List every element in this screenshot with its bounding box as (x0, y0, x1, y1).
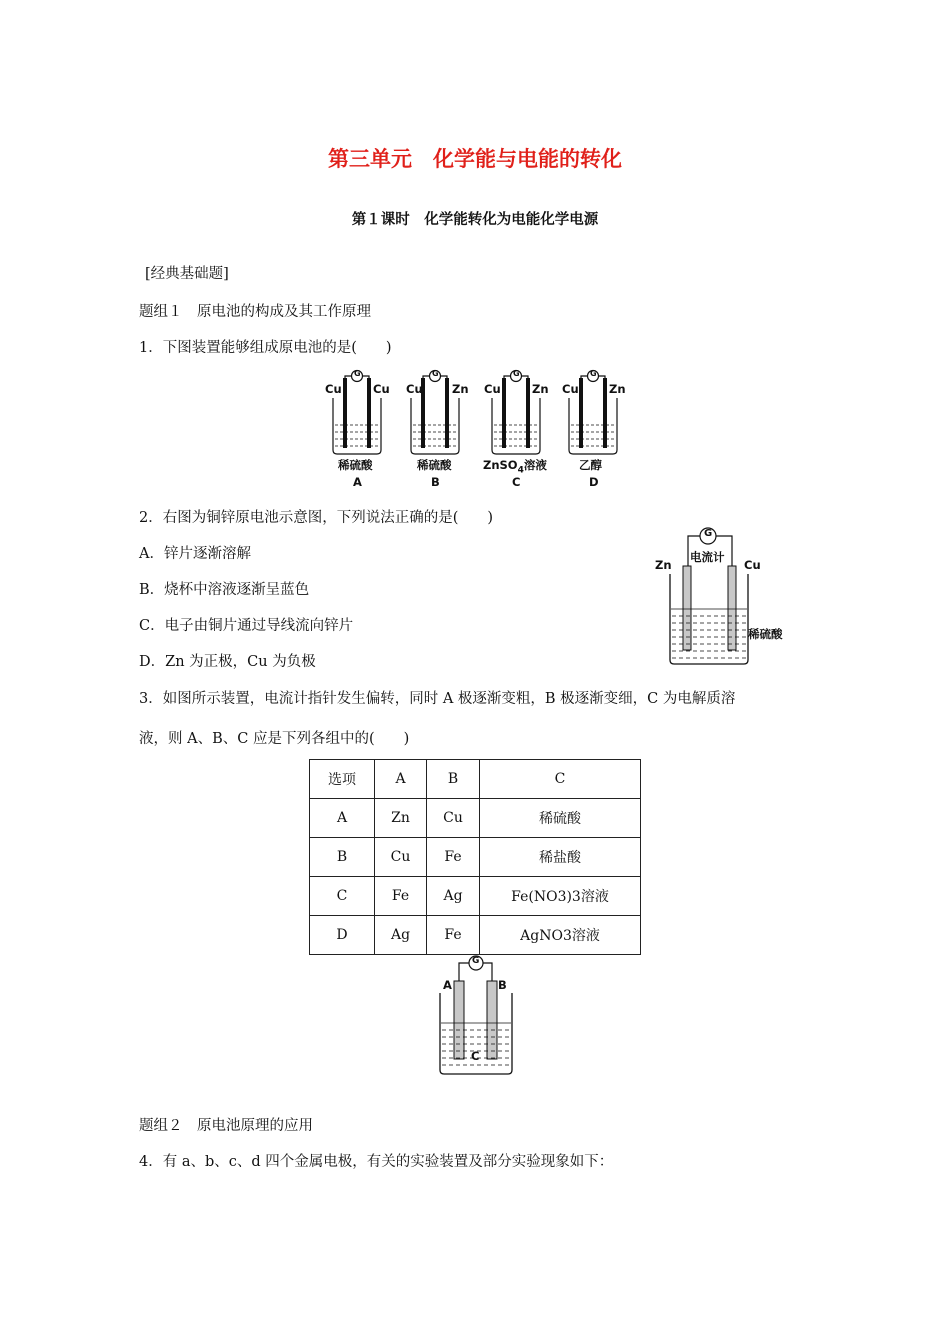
q2-figure (652, 524, 792, 669)
meter-label: G (590, 369, 597, 378)
table-cell: Fe (375, 877, 427, 916)
figure-letter: C (512, 475, 521, 489)
table-row (310, 838, 641, 877)
figure-letter: B (431, 475, 440, 489)
solution-label: 乙醇 (579, 458, 602, 472)
right-electrode-label: B (498, 978, 507, 992)
figure-letter: A (353, 475, 362, 489)
table-cell: Zn (375, 799, 427, 838)
left-electrode-label: Cu (406, 382, 423, 396)
left-electrode-label: Cu (562, 382, 579, 396)
section-label: [经典基础题] (145, 266, 229, 282)
q2-option-a: A．锌片逐渐溶解 (139, 546, 251, 562)
left-electrode-label: A (443, 978, 452, 992)
page-title: 第三单元 化学能与电能的转化 (328, 147, 622, 171)
table-cell: Cu (375, 838, 427, 877)
table-cell: Fe (427, 838, 480, 877)
question-3-line-1: 3．如图所示装置，电流计指针发生偏转，同时 A 极逐渐变粗，B 极逐渐变细，C 为电解质溶 (139, 691, 736, 707)
solution-label: 稀硫酸 (417, 458, 452, 472)
table-header-cell: C (480, 760, 641, 799)
table-cell: 稀硫酸 (480, 799, 641, 838)
question-4: 4．有 a、b、c、d 四个金属电极，有关的实验装置及部分实验现象如下： (139, 1154, 614, 1170)
group-1-heading: 题组１ 原电池的构成及其工作原理 (139, 304, 371, 320)
meter-label: G (432, 369, 439, 378)
right-electrode-label: Cu (744, 558, 761, 572)
solution-label: 稀硫酸 (748, 627, 783, 641)
meter-caption: 电流计 (690, 550, 725, 564)
group-2-heading: 题组２ 原电池原理的应用 (139, 1118, 313, 1134)
solution-label: ZnSO$_4$溶液 (483, 458, 547, 476)
table-row (310, 799, 641, 838)
question-1: 1．下图装置能够组成原电池的是( ) (139, 340, 392, 356)
table-cell: C (310, 877, 375, 916)
q1-figure-c (480, 368, 560, 492)
right-electrode-label: Zn (609, 382, 626, 396)
right-electrode-label: Zn (452, 382, 469, 396)
table-cell: A (310, 799, 375, 838)
q1-figure-a (325, 368, 400, 492)
q2-option-b: B．烧杯中溶液逐渐呈蓝色 (139, 582, 310, 598)
meter-label: G (472, 956, 480, 966)
table-row (310, 877, 641, 916)
question-2: 2．右图为铜锌原电池示意图，下列说法正确的是( ) (139, 510, 494, 526)
table-header-cell: 选项 (310, 760, 375, 799)
table-row (310, 916, 641, 955)
table-cell: Ag (427, 877, 480, 916)
q2-option-d: D．Zn 为正极，Cu 为负极 (139, 654, 316, 670)
table-cell: B (310, 838, 375, 877)
options-table (309, 759, 641, 955)
right-electrode-label: Zn (532, 382, 549, 396)
table-cell: Fe(NO3)3溶液 (480, 877, 641, 916)
table-header-row (310, 760, 641, 799)
q1-figure-d (557, 368, 632, 492)
meter-label: G (513, 369, 520, 378)
solution-label: C (471, 1049, 480, 1063)
table-cell: AgNO3溶液 (480, 916, 641, 955)
table-cell: Cu (427, 799, 480, 838)
left-electrode-label: Cu (325, 382, 342, 396)
table-cell: D (310, 916, 375, 955)
solution-label: 稀硫酸 (338, 458, 373, 472)
q1-figure-b (403, 368, 478, 492)
table-cell: 稀盐酸 (480, 838, 641, 877)
q3-figure (437, 953, 517, 1078)
meter-label: G (704, 528, 713, 539)
table-cell: Fe (427, 916, 480, 955)
q1-figures (325, 368, 625, 492)
page-subtitle: 第１课时 化学能转化为电能化学电源 (351, 212, 599, 228)
right-electrode-label: Cu (373, 382, 390, 396)
meter-label: G (354, 369, 361, 378)
table-header-cell: A (375, 760, 427, 799)
table-header-cell: B (427, 760, 480, 799)
beaker-icon (652, 524, 792, 669)
q2-option-c: C．电子由铜片通过导线流向锌片 (139, 618, 354, 634)
table-cell: Ag (375, 916, 427, 955)
question-3-line-2: 液，则 A、B、C 应是下列各组中的( ) (139, 731, 410, 747)
left-electrode-label: Cu (484, 382, 501, 396)
figure-letter: D (589, 475, 599, 489)
left-electrode-label: Zn (655, 558, 672, 572)
